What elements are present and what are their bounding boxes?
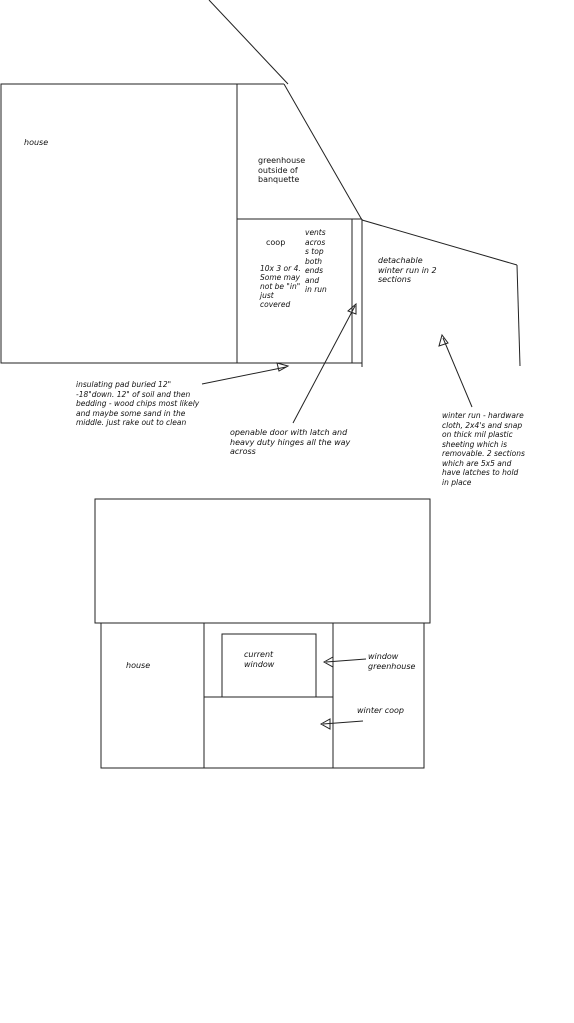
roof-line — [209, 0, 288, 84]
insulating-pad-arrowhead — [277, 363, 288, 371]
current-window-label: current window — [244, 650, 275, 669]
greenhouse-slope — [284, 84, 362, 220]
roof-outline — [95, 499, 430, 623]
winter-run-arrowhead — [439, 335, 448, 346]
door-arrow — [293, 306, 355, 423]
winter-coop-arrow — [323, 721, 363, 724]
vents-note: vents acros s top both ends and in run — [305, 228, 327, 294]
coop-note: 10x 3 or 4. Some may not be "in" just covered — [260, 264, 301, 309]
insulating-pad-note: insulating pad buried 12" -18"down. 12" of soil and then bedding - wood chips most likely and maybe some sand in the middle. just rake out to clean — [76, 380, 200, 427]
greenhouse-label: greenhouse outside of banquette — [258, 156, 306, 184]
door-note: openable door with latch and heavy duty hinges all the way across — [230, 428, 351, 456]
house-wall-outline — [101, 623, 424, 768]
window-greenhouse-arrow — [326, 659, 366, 662]
winter-run-end — [517, 265, 520, 366]
winter-run-note: winter run - hardware cloth, 2x4's and snap on thick mil plastic sheeting which is removable. 2 sections which are 5x5 and have latches to hold in place — [442, 411, 525, 487]
side-house-label: house — [24, 138, 49, 147]
window-greenhouse-label: window greenhouse — [368, 652, 416, 671]
winter-run-label: detachable winter run in 2 sections — [378, 256, 437, 284]
front-view-diagram — [95, 499, 430, 768]
front-house-label: house — [126, 661, 151, 670]
side-view-diagram — [1, 0, 520, 423]
winter-coop-label: winter coop — [357, 706, 404, 715]
insulating-pad-arrow — [202, 367, 286, 384]
house-outline — [1, 84, 237, 363]
winter-run-arrow — [443, 338, 472, 407]
coop-label: coop — [266, 238, 286, 247]
